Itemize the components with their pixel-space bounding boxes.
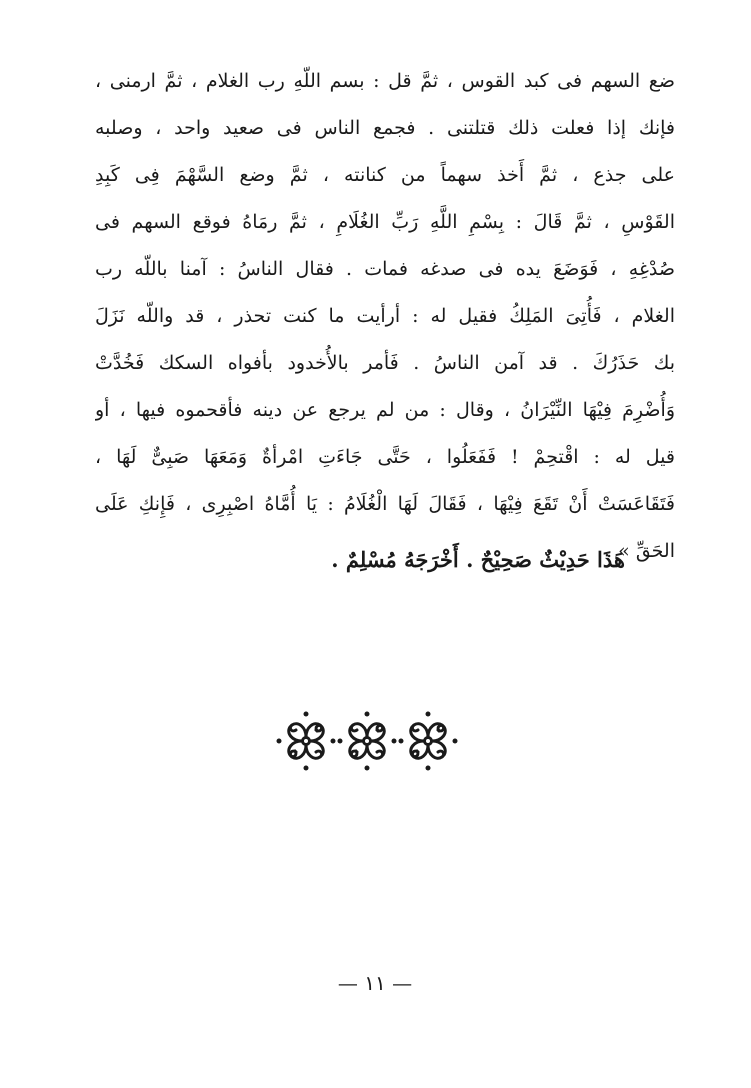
body-text [95, 58, 675, 575]
ornament-flower [338, 712, 397, 771]
text-line: القَوْسِ ، ثمَّ قَالَ : بِسْمِ اللَّهِ رَبِّ الغُلَامِ ، ثمَّ رمَاهُ فوقع السهم فى [95, 211, 675, 233]
ornament-flower [399, 712, 458, 771]
text-line: على جذع ، ثمَّ أَخذ سهماً من كنانته ، ثمَّ وضع السَّهْمَ فِى كَبِدِ [95, 164, 675, 186]
text-line: ضع السهم فى كبد القوس ، ثمَّ قل : بسم اللّهِ رب الغلام ، ثمَّ ارمنى ، [95, 70, 675, 92]
text-line: صُدْغِهِ ، فَوَضَعَ يده فى صدغه فمات . فقال الناسُ : آمنا باللّه رب [95, 258, 675, 280]
hadith-conclusion: هَذَا حَدِيْثٌ صَحِيْحٌ . أَخْرَجَهُ مُسْلِمٌ . [331, 547, 625, 572]
floral-ornament-icon [276, 708, 458, 774]
text-line: الغلام ، فَأُتِىَ المَلِكُ فقيل له : أرأيت ما كنت تحذر ، قد واللّه نَزَلَ [95, 305, 675, 327]
text-line: وَأُضْرِمَ فِيْهَا النِّيْرَانُ ، وقال : من لم يرجع عن دينه فأقحموه فيها ، أو [95, 399, 675, 421]
text-line: فَتَقَاعَسَتْ أَنْ تَقَعَ فِيْهَا ، فَقَالَ لَهَا الْغُلَامُ : يَا أُمَّاهُ اصْبِرِى ، فَإِنكِ عَلَى [95, 493, 675, 515]
text-line: فإنك إذا فعلت ذلك قتلتنى . فجمع الناس فى صعيد واحد ، وصلبه [95, 117, 675, 139]
text-line: بك حَذَرُكَ . قد آمن الناسُ . فَأمر بالأُخدود بأفواه السكك فَخُدَّتْ [95, 352, 675, 374]
page-number: — ١١ — [337, 971, 413, 995]
ornament-flower [277, 712, 336, 771]
text-line: الحَقِّ » . [606, 540, 675, 562]
text-line: قيل له : اقْتحِمْ ! فَفَعَلُوا ، حَتَّى جَاءَتِ امْرأةٌ وَمَعَهَا صَبِىٌّ لَهَا ، [95, 446, 675, 468]
